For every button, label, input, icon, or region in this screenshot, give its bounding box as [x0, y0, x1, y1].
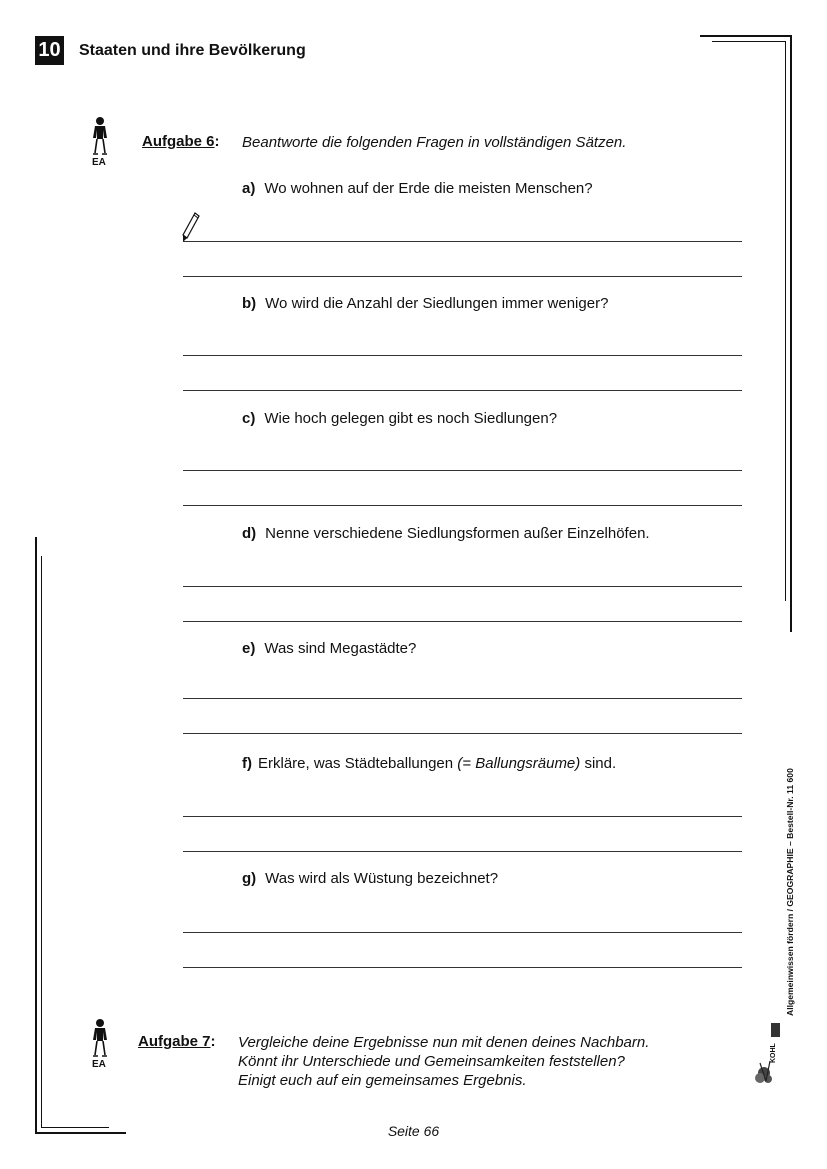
- question-c: [242, 410, 557, 427]
- question-letter: a): [242, 180, 256, 197]
- answer-line[interactable]: [183, 470, 742, 471]
- answer-line[interactable]: [183, 698, 742, 699]
- person-icon: [89, 1017, 111, 1059]
- answer-line[interactable]: [183, 816, 742, 817]
- question-text-italic: (= Ballungsräume): [457, 755, 581, 772]
- question-letter: f): [242, 755, 252, 772]
- pencil-icon: [181, 211, 201, 243]
- person-icon: [89, 115, 111, 157]
- page-number: Seite 66: [387, 1123, 440, 1139]
- frame-left-outer: [35, 537, 37, 1134]
- question-g: [242, 870, 498, 887]
- question-text: Nenne verschiedene Siedlungsformen außer Einzelhöfen.: [265, 525, 650, 542]
- question-text: Wie hoch gelegen gibt es noch Siedlungen?: [264, 410, 558, 427]
- task-7-line: Einigt euch auf ein gemeinsames Ergebnis.: [238, 1072, 527, 1089]
- task-7-instructions: [238, 1033, 649, 1090]
- question-text: Erkläre, was Städteballungen: [258, 755, 458, 772]
- answer-line[interactable]: [183, 241, 742, 242]
- question-letter: b): [242, 295, 257, 312]
- question-e: [242, 640, 416, 657]
- question-a: [242, 180, 593, 197]
- question-d: [242, 525, 650, 542]
- ea-badge: EA: [92, 1059, 106, 1070]
- question-text: Was wird als Wüstung bezeichnet?: [265, 870, 499, 887]
- answer-line[interactable]: [183, 390, 742, 391]
- frame-left-inner: [41, 556, 42, 1128]
- question-text: Was sind Megastädte?: [264, 640, 417, 657]
- task-6-heading: [142, 133, 220, 150]
- question-letter: d): [242, 525, 257, 542]
- chapter-number: 10: [35, 36, 64, 65]
- publisher-logo: [754, 1021, 782, 1087]
- answer-line[interactable]: [183, 276, 742, 277]
- answer-line[interactable]: [183, 851, 742, 852]
- task-7-line: Könnt ihr Unterschiede und Gemeinsamkeiten feststellen?: [238, 1053, 625, 1070]
- ea-badge: EA: [92, 157, 106, 168]
- answer-line[interactable]: [183, 932, 742, 933]
- task-6-label: Aufgabe 6: [142, 133, 215, 150]
- question-text-end: sind.: [580, 755, 617, 772]
- task-7-heading: [138, 1033, 216, 1050]
- question-b: [242, 295, 608, 312]
- publisher-sidebar-text: Allgemeinwissen fördern / GEOGRAPHIE – Bestell-Nr. 11 600: [785, 768, 795, 1016]
- answer-line[interactable]: [183, 586, 742, 587]
- task-6-colon: :: [214, 133, 220, 150]
- answer-line[interactable]: [183, 505, 742, 506]
- question-f: [242, 755, 616, 772]
- frame-top-right-outer: [700, 35, 791, 37]
- question-letter: c): [242, 410, 256, 427]
- answer-line[interactable]: [183, 733, 742, 734]
- question-text: Wo wohnen auf der Erde die meisten Menschen?: [264, 180, 593, 197]
- publisher-logo-text: KOHL: [770, 1043, 777, 1063]
- frame-right-inner: [785, 41, 786, 601]
- task-7-label: Aufgabe 7: [138, 1033, 211, 1050]
- question-text: Wo wird die Anzahl der Siedlungen immer weniger?: [265, 295, 609, 312]
- task-7-colon: :: [210, 1033, 216, 1050]
- frame-top-right-inner: [712, 41, 786, 42]
- answer-line[interactable]: [183, 967, 742, 968]
- answer-line[interactable]: [183, 621, 742, 622]
- chapter-title: Staaten und ihre Bevölkerung: [79, 42, 306, 59]
- task-6-instruction: Beantworte die folgenden Fragen in vollständigen Sätzen.: [242, 134, 627, 151]
- answer-line[interactable]: [183, 355, 742, 356]
- question-letter: g): [242, 870, 257, 887]
- frame-right-outer: [790, 35, 792, 632]
- question-letter: e): [242, 640, 256, 657]
- task-7-line: Vergleiche deine Ergebnisse nun mit denen deines Nachbarn.: [238, 1034, 650, 1051]
